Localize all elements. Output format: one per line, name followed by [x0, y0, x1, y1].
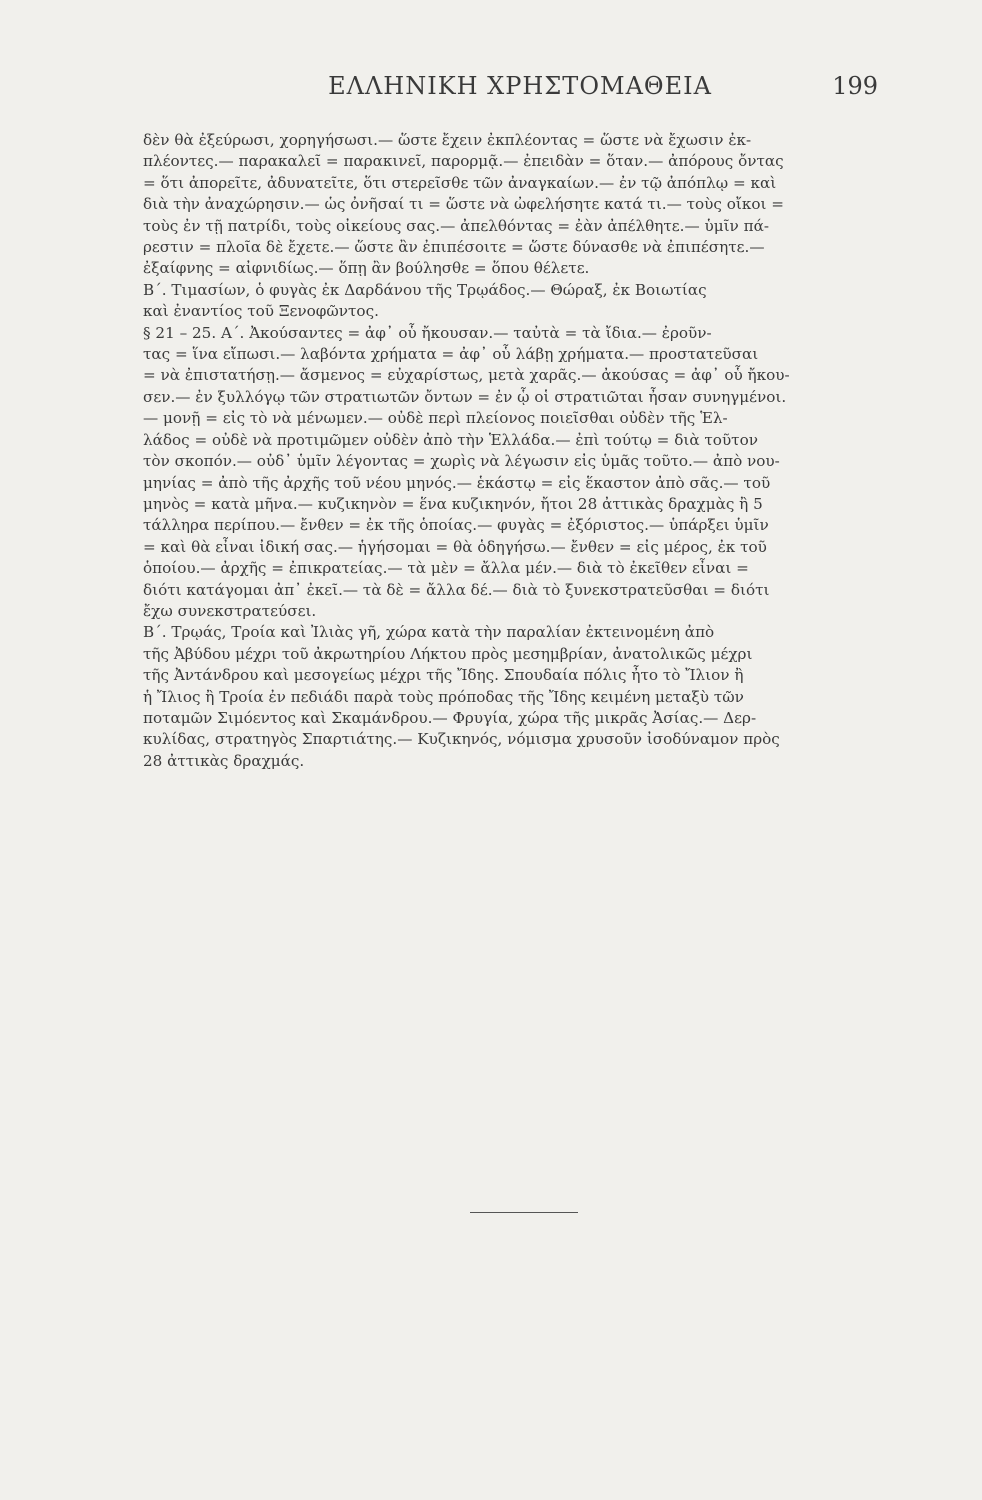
text-line: διότι κατάγομαι ἀπ᾽ ἐκεῖ.— τὰ δὲ = ἄλλα δέ.— διὰ τὸ ξυνεκστρατεῦσθαι = διότι [143, 580, 770, 599]
text-line: πλέοντες.— παρακαλεῖ = παρακινεῖ, παρορμᾷ.— ἐπειδὰν = ὅταν.— ἀπόρους ὄντας [143, 152, 784, 171]
text-line: ἔχω συνεκστρατεύσει. [143, 601, 317, 620]
text-line: — μονῇ = εἰς τὸ νὰ μένωμεν.— οὐδὲ περὶ πλείονος ποιεῖσθαι οὐδὲν τῆς Ἑλ- [143, 409, 728, 428]
text-line: § 21 – 25. Α΄. Ἀκούσαντες = ἀφ᾽ οὗ ἤκουσαν.— ταὐτὰ = τὰ ἴδια.— ἐροῦν- [143, 323, 712, 342]
text-line: λάδος = οὐδὲ νὰ προτιμῶμεν οὐδὲν ἀπὸ τὴν Ἑλλάδα.— ἐπὶ τούτῳ = διὰ τοῦτον [143, 430, 758, 449]
text-line: μηνὸς = κατὰ μῆνα.— κυζικηνὸν = ἕνα κυζικηνόν, ἤτοι 28 ἀττικὰς δραχμὰς ἢ 5 [143, 494, 763, 513]
text-line: ὁποίου.— ἀρχῆς = ἐπικρατείας.— τὰ μὲν = ἄλλα μέν.— διὰ τὸ ἐκεῖθεν εἶναι = [143, 559, 749, 578]
text-line: = καὶ θὰ εἶναι ἰδική σας.— ἡγήσομαι = θὰ ὁδηγήσω.— ἔνθεν = εἰς μέρος, ἐκ τοῦ [143, 537, 767, 556]
text-line: τὸν σκοπόν.— οὐδ᾽ ὑμῖν λέγοντας = χωρὶς νὰ λέγωσιν εἰς ὑμᾶς τοῦτο.— ἀπὸ νου- [143, 452, 780, 471]
section-rule [470, 1212, 578, 1213]
commentary-text [143, 130, 903, 772]
text-line: σεν.— ἐν ξυλλόγῳ τῶν στρατιωτῶν ὄντων = ἐν ᾧ οἱ στρατιῶται ἦσαν συνηγμένοι. [143, 387, 787, 406]
text-line: = ὅτι ἀπορεῖτε, ἀδυνατεῖτε, ὅτι στερεῖσθε τῶν ἀναγκαίων.— ἐν τῷ ἀπόπλῳ = καὶ [143, 173, 777, 192]
text-line: ἡ Ἴλιος ἢ Τροία ἐν πεδιάδι παρὰ τοὺς πρόποδας τῆς Ἴδης κειμένη μεταξὺ τῶν [143, 687, 744, 706]
text-line: τῆς Ἀντάνδρου καὶ μεσογείως μέχρι τῆς Ἴδης. Σπουδαία πόλις ἦτο τὸ Ἴλιον ἢ [143, 666, 744, 685]
text-line: 28 ἀττικὰς δραχμάς. [143, 751, 305, 770]
text-line: τοὺς ἐν τῇ πατρίδι, τοὺς οἰκείους σας.— ἀπελθόντας = ἐὰν ἀπέλθητε.— ὑμῖν πά- [143, 216, 769, 235]
text-line: Β΄. Τιμασίων, ὁ φυγὰς ἐκ Δαρδάνου τῆς Τρῳάδος.— Θώραξ, ἐκ Βοιωτίας [143, 280, 707, 299]
text-line: διὰ τὴν ἀναχώρησιν.— ὡς ὀνῆσαί τι = ὥστε νὰ ὠφελήσητε κατά τι.— τοὺς οἴκοι = [143, 195, 784, 214]
text-line: κυλίδας, στρατηγὸς Σπαρτιάτης.— Κυζικηνός, νόμισμα χρυσοῦν ἰσοδύναμον πρὸς [143, 730, 780, 749]
text-line: τας = ἵνα εἴπωσι.— λαβόντα χρήματα = ἀφ᾽ οὗ λάβῃ χρήματα.— προστατεῦσαι [143, 345, 759, 364]
text-line: δὲν θὰ ἐξεύρωσι, χορηγήσωσι.— ὥστε ἔχειν ἐκπλέοντας = ὥστε νὰ ἔχωσιν ἐκ- [143, 131, 752, 149]
text-line: Β΄. Τρῳάς, Τροία καὶ Ἰλιὰς γῆ, χώρα κατὰ τὴν παραλίαν ἐκτεινομένη ἀπὸ [143, 623, 715, 642]
text-line: τάλληρα περίπου.— ἔνθεν = ἐκ τῆς ὁποίας.— φυγὰς = ἐξόριστος.— ὑπάρξει ὑμῖν [143, 516, 769, 535]
text-line: ἐξαίφνης = αἰφνιδίως.— ὅπῃ ἂν βούλησθε = ὅπου θέλετε. [143, 259, 590, 278]
text-line: τῆς Ἀβύδου μέχρι τοῦ ἀκρωτηρίου Λήκτου πρὸς μεσημβρίαν, ἀνατολικῶς μέχρι [143, 644, 753, 663]
text-line: ρεστιν = πλοῖα δὲ ἔχετε.— ὥστε ἂν ἐπιπέσοιτε = ὥστε δύνασθε νὰ ἐπιπέσητε.— [143, 238, 765, 257]
text-line: μηνίας = ἀπὸ τῆς ἀρχῆς τοῦ νέου μηνός.— ἑκάστῳ = εἰς ἕκαστον ἀπὸ σᾶς.— τοῦ [143, 473, 771, 492]
text-line: = νὰ ἐπιστατήσῃ.— ἄσμενος = εὐχαρίστως, μετὰ χαρᾶς.— ἀκούσας = ἀφ᾽ οὗ ἤκου- [143, 366, 790, 385]
page-header [150, 72, 890, 112]
text-line: καὶ ἐναντίος τοῦ Ξενοφῶντος. [143, 302, 379, 321]
running-title: ΕΛΛΗΝΙΚΗ ΧΡΗΣΤΟΜΑΘΕΙΑ [328, 72, 712, 100]
text-line: ποταμῶν Σιμόεντος καὶ Σκαμάνδρου.— Φρυγία, χώρα τῆς μικρᾶς Ἀσίας.— Δερ- [143, 708, 757, 727]
page-number: 199 [832, 72, 878, 100]
